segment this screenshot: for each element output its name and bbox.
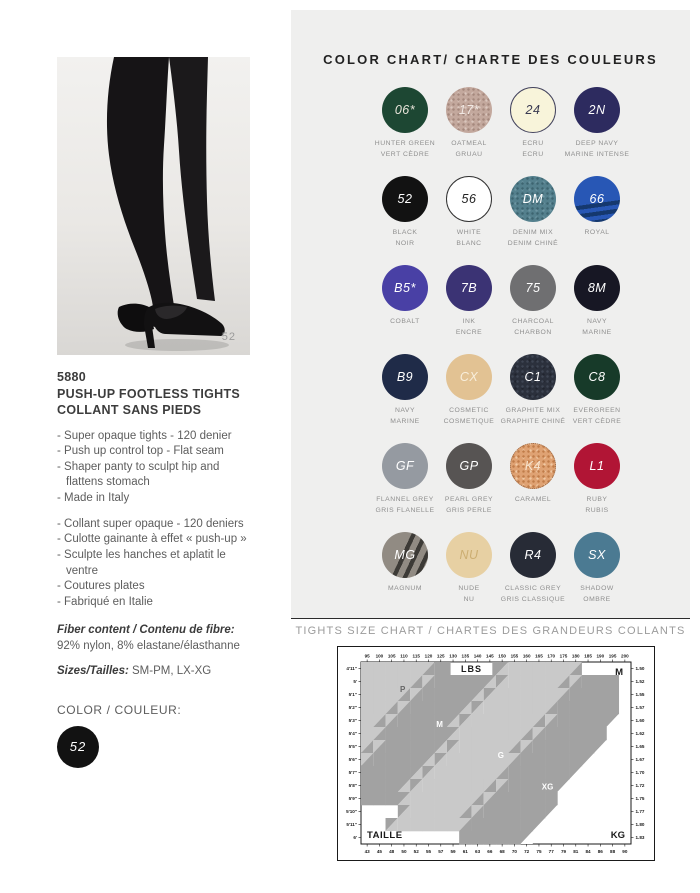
color-swatch-GF <box>373 443 437 532</box>
color-swatch-56 <box>437 176 501 265</box>
svg-text:120: 120 <box>424 653 433 659</box>
svg-text:110: 110 <box>400 653 408 659</box>
svg-text:61: 61 <box>462 849 468 854</box>
color-code: GP <box>459 459 479 473</box>
color-swatch-circle <box>574 443 620 489</box>
color-swatch-circle <box>382 354 428 400</box>
svg-text:5'7": 5'7" <box>348 770 357 776</box>
photo-color-tag: 52 <box>221 331 236 343</box>
color-code: B9 <box>396 370 414 384</box>
color-swatch-NU <box>437 532 501 621</box>
color-name-fr: COSMETIQUE <box>443 417 495 425</box>
selected-color-code: 52 <box>69 739 87 755</box>
svg-text:72: 72 <box>524 849 530 854</box>
svg-text:84: 84 <box>585 849 591 854</box>
color-code: 2N <box>588 103 606 117</box>
color-name-fr: MARINE <box>390 417 420 425</box>
svg-text:70: 70 <box>511 849 517 854</box>
svg-text:55: 55 <box>425 849 432 854</box>
color-name-en: GRAPHITE MIX <box>505 407 561 414</box>
color-name-fr: BLANC <box>456 239 482 247</box>
color-swatch-MG <box>373 532 437 621</box>
color-swatch-66 <box>565 176 629 265</box>
color-name-en: CLASSIC GREY <box>504 585 562 592</box>
color-swatch-2N <box>565 87 629 176</box>
color-name-en: WHITE <box>456 229 482 236</box>
svg-text:5'9": 5'9" <box>348 796 357 802</box>
svg-text:LBS: LBS <box>460 664 482 674</box>
bullet-item: - Coutures plates <box>57 579 257 595</box>
color-swatch-06 <box>373 87 437 176</box>
color-swatch-circle <box>574 354 620 400</box>
bullet-item: - Culotte gainante à effet « push-up » <box>57 532 257 548</box>
color-code: DM <box>522 192 544 206</box>
svg-text:KG: KG <box>610 830 625 841</box>
features-fr <box>57 517 257 611</box>
svg-text:59: 59 <box>450 849 456 854</box>
color-code: 06* <box>394 103 416 117</box>
svg-text:155: 155 <box>510 653 519 659</box>
svg-text:50: 50 <box>401 849 407 854</box>
svg-text:100: 100 <box>375 653 384 659</box>
color-swatch-circle <box>382 532 428 578</box>
product-photo <box>57 57 250 355</box>
svg-text:88: 88 <box>610 849 616 854</box>
color-code: K4 <box>524 459 542 473</box>
color-name-fr: VERT CÈDRE <box>572 417 622 425</box>
svg-text:1.52: 1.52 <box>635 679 645 685</box>
color-name-fr: OMBRE <box>583 595 611 603</box>
svg-text:90: 90 <box>622 849 628 854</box>
svg-text:1.72: 1.72 <box>635 783 645 789</box>
color-name-fr: CHARBON <box>514 328 552 336</box>
svg-text:160: 160 <box>522 653 531 659</box>
svg-text:95: 95 <box>364 653 370 659</box>
color-name-en: NUDE <box>458 585 480 592</box>
color-name-en: EVERGREEN <box>573 407 621 414</box>
svg-text:1.67: 1.67 <box>635 757 645 763</box>
color-code: R4 <box>524 548 542 562</box>
svg-text:1.50: 1.50 <box>635 666 645 672</box>
color-swatch-circle <box>446 87 492 133</box>
product-code: 5880 <box>57 370 87 384</box>
product-title-fr: COLLANT SANS PIEDS <box>57 403 202 417</box>
color-code: SX <box>588 548 606 562</box>
svg-text:115: 115 <box>412 653 420 659</box>
color-code: B5* <box>394 281 416 295</box>
color-swatch-L1 <box>565 443 629 532</box>
color-swatch-GP <box>437 443 501 532</box>
color-swatch-circle <box>510 176 556 222</box>
svg-text:57: 57 <box>438 849 444 854</box>
color-name-fr: ECRU <box>522 150 544 158</box>
svg-text:1.65: 1.65 <box>635 744 645 750</box>
fiber-value: 92% nylon, 8% elastane/élasthanne <box>57 640 240 653</box>
color-swatch-circle <box>382 443 428 489</box>
color-swatch-7B <box>437 265 501 354</box>
color-swatch-circle <box>446 443 492 489</box>
color-swatch-R4 <box>501 532 565 621</box>
color-code: L1 <box>589 459 605 473</box>
svg-text:43: 43 <box>364 849 370 854</box>
color-name-en: COBALT <box>390 318 420 325</box>
svg-text:P: P <box>400 684 406 694</box>
bullet-item: - Push up control top - Flat seam <box>57 444 257 460</box>
svg-text:1.80: 1.80 <box>635 822 645 828</box>
color-code: 75 <box>525 281 541 295</box>
color-name-en: CHARCOAL <box>512 318 554 325</box>
features-en <box>57 429 257 507</box>
color-code: 7B <box>460 281 478 295</box>
svg-text:5'6": 5'6" <box>348 757 357 763</box>
color-swatch-75 <box>501 265 565 354</box>
color-name-fr: NOIR <box>395 239 415 247</box>
svg-text:5'5": 5'5" <box>348 744 357 750</box>
color-swatch-K4 <box>501 443 565 532</box>
svg-text:135: 135 <box>461 653 470 659</box>
color-chart-title: COLOR CHART/ CHARTE DES COULEURS <box>323 52 658 67</box>
color-swatch-circle <box>510 265 556 311</box>
color-code: NU <box>459 548 479 562</box>
svg-text:1.83: 1.83 <box>635 835 645 841</box>
svg-text:86: 86 <box>597 849 603 854</box>
color-swatch-circle <box>446 265 492 311</box>
svg-text:66: 66 <box>487 849 493 854</box>
svg-text:1.60: 1.60 <box>635 718 645 724</box>
svg-text:175: 175 <box>559 653 568 659</box>
svg-text:185: 185 <box>584 653 592 659</box>
svg-text:81: 81 <box>573 849 579 854</box>
color-swatch-SX <box>565 532 629 621</box>
svg-text:150: 150 <box>498 653 506 659</box>
color-name-fr: GRAPHITE CHINÉ <box>500 417 566 425</box>
svg-text:G: G <box>497 751 505 761</box>
color-code: 66 <box>589 192 605 206</box>
svg-text:5'8": 5'8" <box>348 783 357 789</box>
color-name-en: DENIM MIX <box>512 229 554 236</box>
color-name-fr: GRUAU <box>455 150 483 158</box>
color-swatch-B9 <box>373 354 437 443</box>
color-swatch-17 <box>437 87 501 176</box>
color-name-fr: NU <box>463 595 475 603</box>
color-swatch-circle <box>382 87 428 133</box>
size-chart-heading: TIGHTS SIZE CHART / CHARTES DES GRANDEURS COLLANTS <box>295 625 686 637</box>
color-code: 52 <box>397 192 413 206</box>
color-name-en: PEARL GREY <box>444 496 494 503</box>
svg-text:79: 79 <box>560 849 567 854</box>
color-swatch-circle <box>446 532 492 578</box>
color-swatch-circle <box>574 265 620 311</box>
color-name-fr: GRIS PERLE <box>446 506 492 514</box>
svg-text:68: 68 <box>499 849 505 854</box>
color-swatch-circle <box>510 532 556 578</box>
color-code: 24 <box>525 103 541 117</box>
legs-illustration <box>57 57 250 355</box>
color-swatch-circle <box>510 354 556 400</box>
tights-size-chart <box>337 646 655 861</box>
color-name-en: NAVY <box>586 318 607 325</box>
svg-text:1.55: 1.55 <box>635 692 645 698</box>
product-title-en: PUSH-UP FOOTLESS TIGHTS <box>57 386 241 401</box>
color-name-en: SHADOW <box>580 585 614 592</box>
svg-text:1.57: 1.57 <box>635 705 645 711</box>
svg-text:165: 165 <box>535 653 543 659</box>
fiber-label: Fiber content / Contenu de fibre: <box>57 624 235 637</box>
color-swatch-circle <box>574 87 620 133</box>
color-name-fr: VERT CÈDRE <box>380 150 430 158</box>
sizes-label: Sizes/Tailles: <box>57 664 129 677</box>
svg-text:125: 125 <box>436 653 445 659</box>
svg-text:1.62: 1.62 <box>635 731 645 737</box>
color-name-fr: ENCRE <box>455 328 483 336</box>
color-code: CX <box>459 370 479 384</box>
color-swatch-52 <box>373 176 437 265</box>
color-name-fr: DENIM CHINÉ <box>507 239 559 247</box>
color-swatch-circle <box>574 532 620 578</box>
color-swatch-C1 <box>501 354 565 443</box>
svg-text:TAILLE: TAILLE <box>367 830 403 841</box>
color-code: 56 <box>461 192 477 206</box>
color-code: C1 <box>524 370 542 384</box>
color-swatch-circle <box>446 176 492 222</box>
svg-text:4'11": 4'11" <box>346 666 357 672</box>
svg-text:5'4": 5'4" <box>348 731 357 737</box>
color-code: 8M <box>587 281 607 295</box>
bullet-item: - Made in Italy <box>57 491 257 507</box>
color-name-en: MAGNUM <box>388 585 422 592</box>
color-swatch-CX <box>437 354 501 443</box>
color-code: GF <box>395 459 415 473</box>
svg-text:48: 48 <box>389 849 395 854</box>
product-title <box>57 386 257 419</box>
svg-text:5': 5' <box>353 679 357 685</box>
svg-text:XG: XG <box>541 782 554 792</box>
color-swatch-24 <box>501 87 565 176</box>
svg-text:45: 45 <box>376 849 382 854</box>
color-swatch-circle <box>382 265 428 311</box>
svg-text:63: 63 <box>475 849 481 854</box>
color-name-fr: MARINE <box>582 328 612 336</box>
color-name-fr: MARINE INTENSE <box>564 150 630 158</box>
svg-text:75: 75 <box>536 849 542 854</box>
svg-text:140: 140 <box>473 653 482 659</box>
svg-text:5'11": 5'11" <box>346 822 357 828</box>
svg-text:1.75: 1.75 <box>635 796 645 802</box>
fiber-content <box>57 622 257 654</box>
color-name-en: DEEP NAVY <box>575 140 619 147</box>
color-swatch-circle <box>382 176 428 222</box>
svg-text:195: 195 <box>608 653 617 659</box>
color-name-en: ECRU <box>522 140 544 147</box>
svg-text:5'1": 5'1" <box>348 692 357 698</box>
svg-text:130: 130 <box>449 653 457 659</box>
color-swatch-8M <box>565 265 629 354</box>
svg-text:170: 170 <box>547 653 556 659</box>
sizes-line <box>57 665 257 677</box>
color-swatch-circle <box>510 443 556 489</box>
svg-text:M: M <box>615 667 623 678</box>
svg-text:52: 52 <box>413 849 419 854</box>
bullet-item: - Super opaque tights - 120 denier <box>57 429 257 445</box>
svg-text:5'2": 5'2" <box>348 705 357 711</box>
bullet-item: - Collant super opaque - 120 deniers <box>57 517 257 533</box>
color-swatch-C8 <box>565 354 629 443</box>
svg-text:190: 190 <box>596 653 605 659</box>
svg-text:6': 6' <box>353 835 357 841</box>
color-name-en: FLANNEL GREY <box>376 496 434 503</box>
svg-text:200: 200 <box>621 653 629 659</box>
color-swatch-circle <box>574 176 620 222</box>
color-name-en: COSMETIC <box>449 407 489 414</box>
color-name-en: BLACK <box>392 229 418 236</box>
svg-text:1.70: 1.70 <box>635 770 645 776</box>
color-name-fr: RUBIS <box>585 506 609 514</box>
color-swatch-circle <box>510 87 556 133</box>
sizes-value: SM-PM, LX-XG <box>132 664 212 677</box>
color-name-en: CARAMEL <box>514 496 552 503</box>
color-code: 17* <box>458 103 480 117</box>
color-name-fr: GRIS FLANELLE <box>375 506 435 514</box>
svg-text:1.77: 1.77 <box>635 809 645 815</box>
selected-color-swatch <box>57 726 99 768</box>
svg-text:77: 77 <box>548 849 554 854</box>
svg-text:5'10": 5'10" <box>346 809 357 815</box>
color-swatch-circle <box>446 354 492 400</box>
svg-text:105: 105 <box>387 653 396 659</box>
svg-text:145: 145 <box>486 653 494 659</box>
color-name-en: INK <box>462 318 476 325</box>
svg-text:5'3": 5'3" <box>348 718 357 724</box>
color-chart-panel <box>291 10 690 619</box>
color-name-fr: GRIS CLASSIQUE <box>500 595 566 603</box>
color-code: C8 <box>588 370 606 384</box>
color-name-en: HUNTER GREEN <box>374 140 436 147</box>
svg-text:M: M <box>436 720 443 729</box>
color-swatch-DM <box>501 176 565 265</box>
color-label: COLOR / COULEUR: <box>57 702 182 717</box>
color-name-en: RUBY <box>586 496 608 503</box>
swatch-grid <box>373 87 633 621</box>
svg-text:180: 180 <box>571 653 580 659</box>
color-name-en: NAVY <box>394 407 415 414</box>
color-name-en: ROYAL <box>584 229 610 236</box>
color-code: MG <box>394 548 416 562</box>
bullet-item: - Shaper panty to sculpt hip and flattens stomach <box>57 460 257 491</box>
product-column <box>57 57 257 768</box>
color-swatch-B5 <box>373 265 437 354</box>
color-name-en: OATMEAL <box>451 140 487 147</box>
bullet-item: - Fabriqué en Italie <box>57 595 257 611</box>
bullet-item: - Sculpte les hanches et aplatit le ventre <box>57 548 257 579</box>
